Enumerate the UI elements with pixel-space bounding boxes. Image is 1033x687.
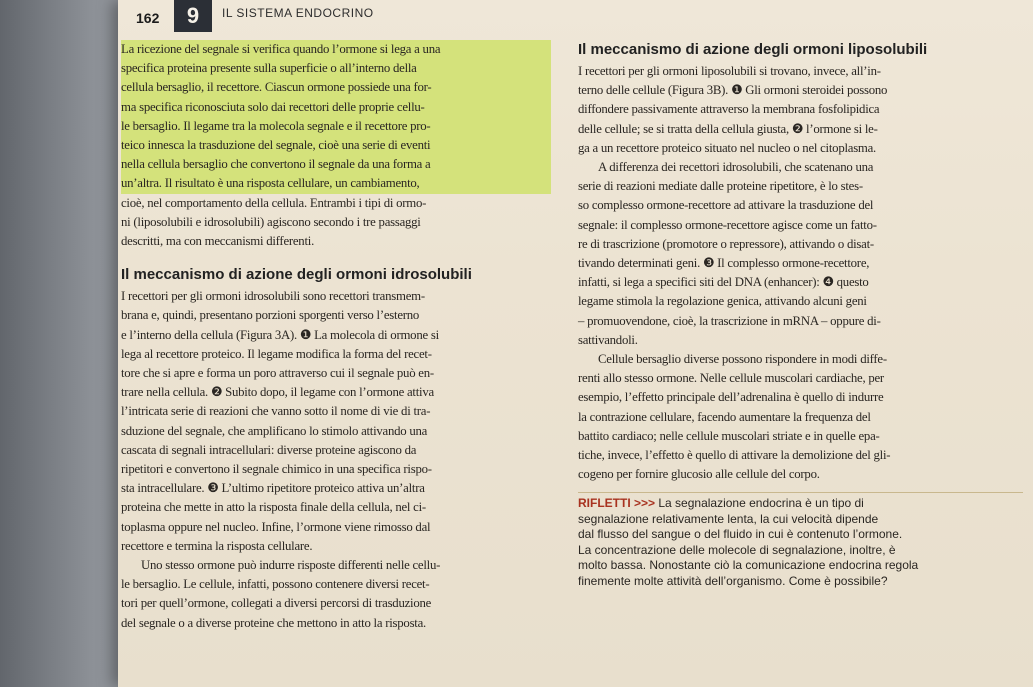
text-line: le bersaglio. Il legame tra la molecola segnale e il recettore pro-	[121, 117, 551, 136]
rifletti-line: La concentrazione delle molecole di segnalazione, inoltre, è	[578, 542, 896, 557]
text-line: tori per quell’ormone, collegati a diversi percorsi di trasduzione	[121, 596, 432, 611]
text-line: teico innesca la trasduzione del segnale, cioè una serie di eventi	[121, 136, 551, 155]
text-line: cascata di segnali intracellulari: diverse proteine agiscono da	[121, 442, 417, 457]
rifletti-label: RIFLETTI >>>	[578, 496, 656, 511]
text-line: delle cellule; se si tratta della cellula giusta, ❷ l’ormone si le-	[578, 121, 878, 136]
text-line: ripetitori e convertono il segnale chimico in una specifica rispo-	[121, 462, 432, 477]
text-line: cioè, nel comportamento della cellula. Entrambi i tipi di ormo-	[121, 195, 427, 210]
liposolubili-paragraph	[578, 62, 1023, 158]
text-line: sattivandoli.	[578, 332, 638, 347]
text-line: nella cellula bersaglio che convertono il segnale da una forma a	[121, 155, 551, 174]
left-column	[121, 40, 551, 633]
text-line: le bersaglio. Le cellule, infatti, possono contenere diversi recet-	[121, 577, 430, 592]
right-column	[578, 40, 1023, 589]
text-line: diffondere passivamente attraverso la membrana fosfolipidica	[578, 102, 880, 117]
text-line: proteina che mette in atto la risposta finale della cellula, nel ci-	[121, 500, 426, 515]
text-line: legame stimola la regolazione genica, attivando alcuni geni	[578, 294, 867, 309]
text-line: del segnale o a diverse proteine che mettono in atto la risposta.	[121, 615, 426, 630]
target-cells-paragraph	[578, 350, 1023, 484]
text-line: battito cardiaco; nelle cellule muscolari striate e in quelle epa-	[578, 428, 880, 443]
text-line: segnale: il complesso ormone-recettore agisce come un fatto-	[578, 217, 877, 232]
text-line: Uno stesso ormone può indurre risposte differenti nelle cellu-	[141, 558, 441, 573]
chapter-title: IL SISTEMA ENDOCRINO	[222, 6, 374, 20]
text-line: esempio, l’effetto principale dell’adrenalina è quello di indurre	[578, 390, 884, 405]
text-line: cellula bersaglio, il recettore. Ciascun ormone possiede una for-	[121, 78, 551, 97]
text-line: – promuovendone, cioè, la trascrizione in mRNA – oppure di-	[578, 313, 881, 328]
book-page	[118, 0, 1033, 687]
text-line: renti allo stesso ormone. Nelle cellule muscolari cardiache, per	[578, 371, 884, 386]
page-number: 162	[136, 10, 160, 26]
closing-paragraph	[121, 556, 551, 633]
rifletti-box	[578, 492, 1023, 589]
text-line: ga a un recettore proteico situato nel nucleo o nel citoplasma.	[578, 140, 877, 155]
text-line: infatti, si lega a specifici siti del DNA (enhancer): ❹ questo	[578, 275, 869, 290]
text-line: ni (liposolubili e idrosolubili) agiscono secondo i tre passaggi	[121, 214, 421, 229]
text-line: recettore e termina la risposta cellulare.	[121, 538, 313, 553]
rifletti-text: La segnalazione endocrina è un tipo di	[658, 496, 864, 511]
text-line: tiche, invece, l’effetto è quello di attivare la demolizione del gli-	[578, 448, 891, 463]
rifletti-line: finemente molte attività dell’organismo. Come è possibile?	[578, 573, 888, 588]
text-line: l’intricata serie di reazioni che vanno sotto il nome di vie di tra-	[121, 404, 431, 419]
intro-paragraph	[121, 40, 551, 251]
text-line: lega al recettore proteico. Il legame modifica la forma del recet-	[121, 346, 432, 361]
text-line: descritti, ma con meccanismi differenti.	[121, 234, 315, 249]
text-line: ma specifica riconosciuta solo dai recettori delle proprie cellu-	[121, 98, 551, 117]
text-line: A differenza dei recettori idrosolubili, che scatenano una	[598, 160, 874, 175]
text-line: terno delle cellule (Figura 3B). ❶ Gli ormoni steroidei possono	[578, 83, 888, 98]
text-line: e l’interno della cellula (Figura 3A). ❶ La molecola di ormone si	[121, 327, 439, 342]
text-line: sduzione del segnale, che amplificano lo stimolo attivando una	[121, 423, 428, 438]
text-line: tivando determinati geni. ❸ Il complesso ormone-recettore,	[578, 256, 870, 271]
text-line: tore che si apre e forma un poro attraverso cui il segnale può en-	[121, 366, 434, 381]
section-heading-liposolubili: Il meccanismo di azione degli ormoni liposolubili	[578, 41, 928, 58]
text-line: brana e, quindi, presentano porzioni sporgenti verso l’esterno	[121, 308, 420, 323]
text-line: un’altra. Il risultato è una risposta cellulare, un cambiamento,	[121, 174, 551, 193]
idrosolubili-paragraph	[121, 287, 551, 556]
receptor-difference-paragraph	[578, 158, 1023, 350]
rifletti-first-line	[578, 496, 1023, 512]
text-line: trare nella cellula. ❷ Subito dopo, il legame con l’ormone attiva	[121, 385, 434, 400]
text-line: I recettori per gli ormoni liposolubili si trovano, invece, all’in-	[578, 64, 881, 78]
text-line: re di trascrizione (promotore o repressore), attivando o disat-	[578, 236, 874, 251]
text-line: toplasma oppure nel nucleo. Infine, l’ormone viene rimosso dal	[121, 519, 431, 534]
text-line: La ricezione del segnale si verifica quando l’ormone si lega a una	[121, 40, 551, 59]
text-line: cogeno per fornire glucosio alle cellule del corpo.	[578, 467, 820, 482]
text-line: sta intracellulare. ❸ L’ultimo ripetitore proteico attiva un’altra	[121, 481, 425, 496]
text-line: serie di reazioni mediate dalle proteine ripetitore, è lo stes-	[578, 179, 863, 194]
section-heading-idrosolubili: Il meccanismo di azione degli ormoni idrosolubili	[121, 266, 472, 284]
text-line: I recettori per gli ormoni idrosolubili sono recettori transmem-	[121, 289, 425, 304]
rifletti-line: segnalazione relativamente lenta, la cui velocità dipende	[578, 511, 879, 526]
text-line: specifica proteina presente sulla superficie o all’interno della	[121, 59, 551, 78]
text-line: Cellule bersaglio diverse possono rispondere in modi diffe-	[598, 352, 887, 367]
rifletti-line: molto bassa. Nonostante ciò la comunicazione endocrina regola	[578, 558, 919, 573]
chapter-number-badge: 9	[174, 0, 212, 32]
text-line: la contrazione cellulare, facendo aumentare la frequenza del	[578, 409, 871, 424]
text-line: so complesso ormone-recettore ad attivare la trasduzione del	[578, 198, 874, 213]
rifletti-line: dal flusso del sangue o del fluido in cui è contenuto l’ormone.	[578, 527, 903, 542]
